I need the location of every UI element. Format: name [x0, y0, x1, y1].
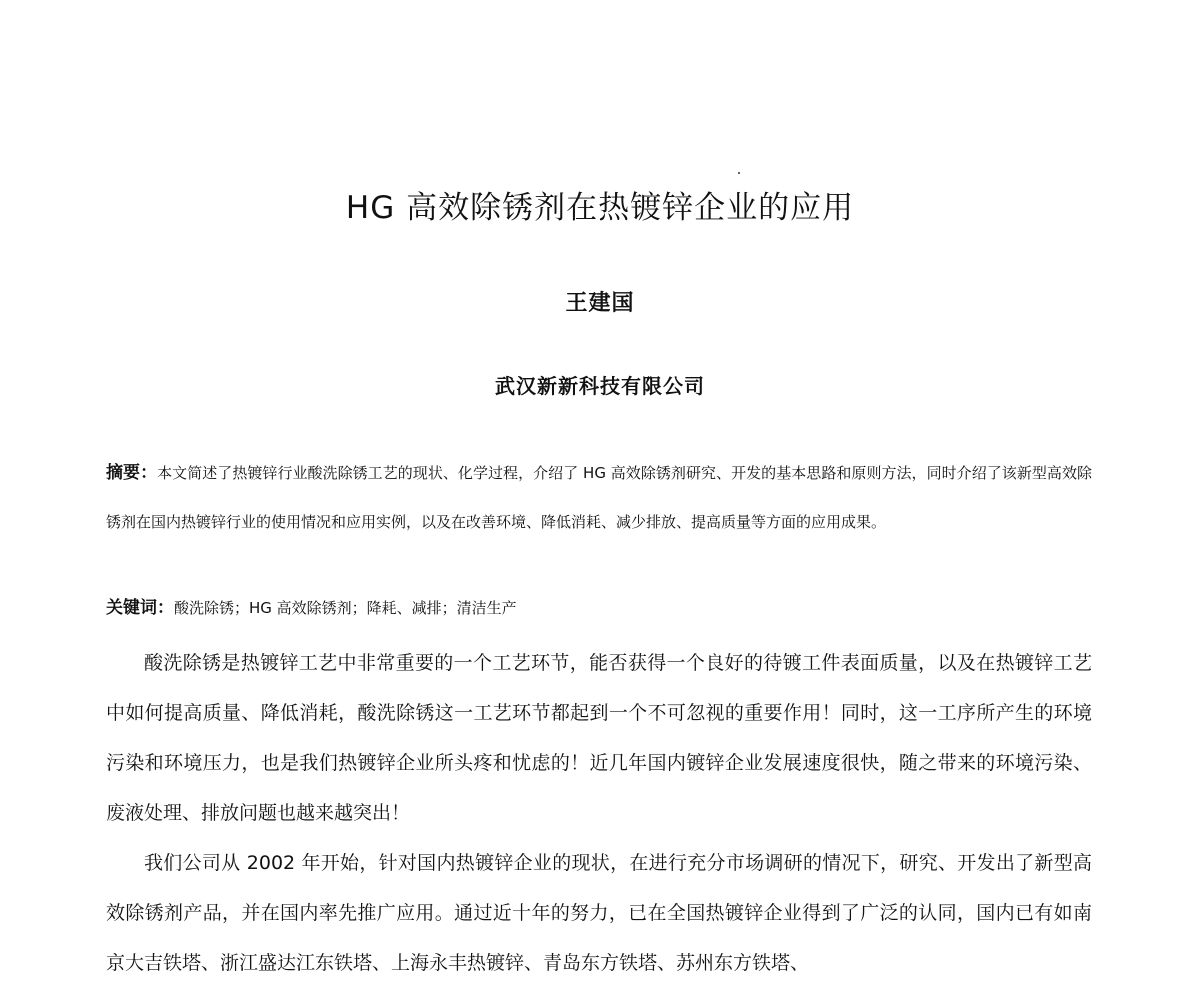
abstract: [106, 449, 1092, 547]
author-affiliation: 武汉新新科技有限公司: [495, 374, 705, 398]
abstract-text: 本文简述了热镀锌行业酸洗除锈工艺的现状、化学过程，介绍了 HG 高效除锈剂研究、开发的基本思路和原则方法，同时介绍了该新型高效除锈剂在国内热镀锌行业的使用情况和应用实例，以及在改善环境、降低消耗、减少排放、提高质量等方面的应用成果。: [106, 464, 1092, 531]
scan-speck: [738, 172, 740, 174]
abstract-label: 摘要：: [106, 463, 158, 483]
body-text: [106, 638, 1092, 988]
paper-title: HG 高效除锈剂在热镀锌企业的应用: [345, 190, 855, 226]
keywords-text: 酸洗除锈；HG 高效除锈剂；降耗、减排；清洁生产: [174, 599, 517, 617]
author-name: 王建国: [565, 291, 635, 316]
keywords-label: 关键词：: [106, 598, 174, 618]
keywords: [106, 593, 1092, 623]
body-paragraph: 酸洗除锈是热镀锌工艺中非常重要的一个工艺环节，能否获得一个良好的待镀工件表面质量，以及在热镀锌工艺中如何提高质量、降低消耗，酸洗除锈这一工艺环节都起到一个不可忽视的重要作用！同时，这一工序所产生的环境污染和环境压力，也是我们热镀锌企业所头疼和忧虑的！近几年国内镀锌企业发展速度很快，随之带来的环境污染、废液处理、排放问题也越来越突出！: [106, 652, 1092, 824]
body-paragraph: 我们公司从 2002 年开始，针对国内热镀锌企业的现状，在进行充分市场调研的情况下，研究、开发出了新型高效除锈剂产品，并在国内率先推广应用。通过近十年的努力，已在全国热镀锌企业得到了广泛的认同，国内已有如南京大吉铁塔、浙江盛达江东铁塔、上海永丰热镀锌、青岛东方铁塔、苏州东方铁塔、: [106, 852, 1092, 974]
